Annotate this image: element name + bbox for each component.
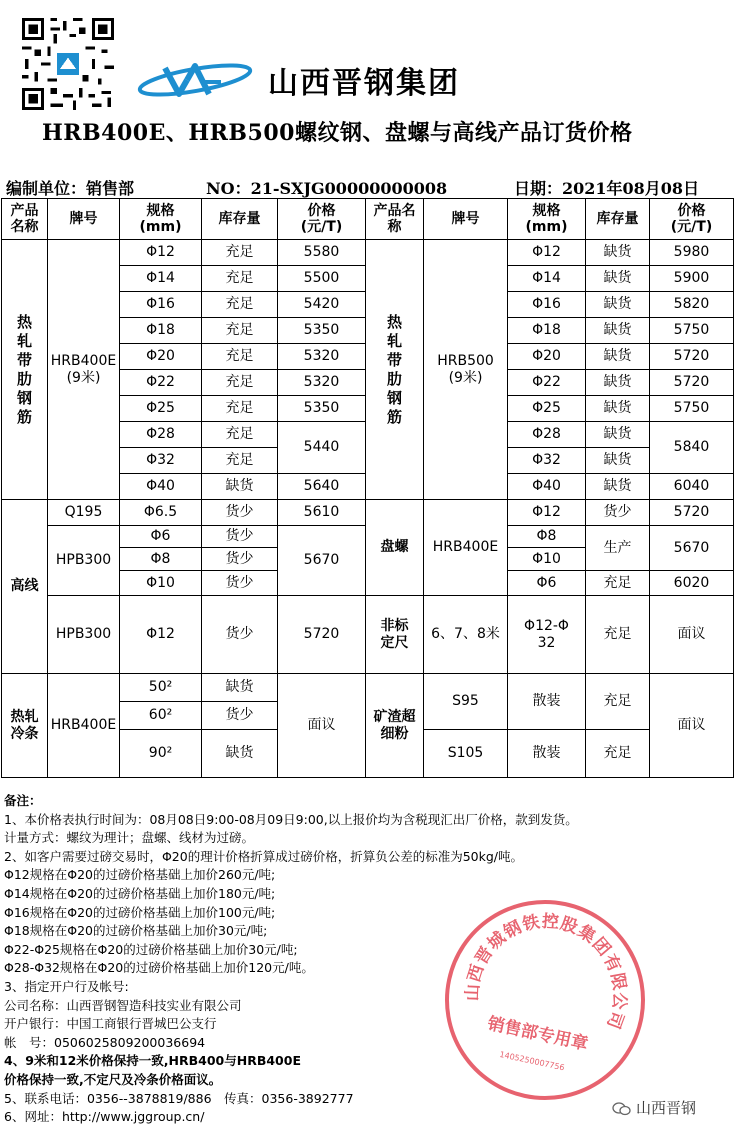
price-cell: 5670	[278, 526, 366, 596]
slag-label: 矿渣超 细粉	[366, 674, 424, 778]
company-name: 山西晋钢集团	[268, 66, 460, 101]
spec-cell: Φ6	[508, 571, 586, 596]
spec-cell: Φ28	[120, 422, 202, 448]
note-line: 帐 号：0506025809200036694	[4, 1034, 206, 1050]
stock-cell: 缺货	[586, 474, 650, 500]
spec-cell: Φ25	[120, 396, 202, 422]
stock-cell: 缺货	[586, 344, 650, 370]
header-price: 价格 (元/T)	[278, 199, 366, 240]
rebar-brand-left: HRB400E (9米)	[48, 240, 120, 500]
spec-cell: Φ10	[120, 571, 202, 596]
spec-cell: Φ20	[120, 344, 202, 370]
document-date: 日期：2021年08月08日	[514, 179, 700, 198]
stock-cell: 充足	[202, 370, 278, 396]
price-table	[1, 198, 734, 778]
stock-cell: 充足	[202, 266, 278, 292]
stock-cell: 缺货	[586, 292, 650, 318]
company-logo	[135, 60, 255, 100]
rebar-label: 热 轧 带 肋 钢 筋	[2, 240, 48, 500]
stock-cell: 缺货	[202, 474, 278, 500]
spec-cell: Φ18	[508, 318, 586, 344]
company-seal-stamp	[440, 895, 650, 1105]
spec-cell: Φ8	[508, 526, 586, 548]
note-line: Φ14规格在Φ20的过磅价格基础上加价180元/吨;	[4, 885, 276, 901]
header-brand-2: 牌号	[424, 199, 508, 240]
price-cell: 5720	[650, 500, 734, 526]
price-cell: 6020	[650, 571, 734, 596]
table-row	[2, 596, 734, 674]
stock-cell: 充足	[586, 674, 650, 730]
header-spec: 规格 (mm)	[120, 199, 202, 240]
price-cell: 5580	[278, 240, 366, 266]
header-product: 产品 名称	[2, 199, 48, 240]
note-line: 5、联系电话：0356--3878819/886 传真：0356-3892777	[4, 1090, 354, 1106]
table-row	[2, 500, 734, 526]
price-cell: 5420	[278, 292, 366, 318]
price-cell: 5670	[650, 526, 734, 571]
brand-cell: S95	[424, 674, 508, 730]
page-title: HRB400E、HRB500螺纹钢、盘螺与高线产品订货价格	[42, 120, 633, 146]
price-cell: 6040	[650, 474, 734, 500]
price-cell: 面议	[650, 674, 734, 778]
header-product-2: 产品名 称	[366, 199, 424, 240]
header-spec-2: 规格 (mm)	[508, 199, 586, 240]
stock-cell: 充足	[202, 396, 278, 422]
spec-cell: Φ28	[508, 422, 586, 448]
price-cell: 5820	[650, 292, 734, 318]
spec-cell: Φ10	[508, 548, 586, 571]
brand-cell: Q195	[48, 500, 120, 526]
note-line: 3、指定开户行及帐号:	[4, 978, 129, 994]
stock-cell: 货少	[202, 571, 278, 596]
price-cell: 5720	[650, 344, 734, 370]
table-row	[2, 674, 734, 702]
spec-cell: 散装	[508, 674, 586, 730]
stock-cell: 充足	[586, 571, 650, 596]
note-line: Φ16规格在Φ20的过磅价格基础上加价100元/吨;	[4, 904, 276, 920]
price-cell: 5900	[650, 266, 734, 292]
table-row	[2, 240, 734, 266]
wechat-watermark	[612, 1097, 696, 1118]
spec-cell: Φ32	[508, 448, 586, 474]
coldbar-label: 热轧 冷条	[2, 674, 48, 778]
note-line: Φ18规格在Φ20的过磅价格基础上加价30元/吨;	[4, 923, 268, 939]
spec-cell: Φ22	[120, 370, 202, 396]
spec-cell: Φ22	[508, 370, 586, 396]
stock-cell: 缺货	[586, 266, 650, 292]
stock-cell: 货少	[202, 596, 278, 674]
price-cell: 5640	[278, 474, 366, 500]
brand-cell: S105	[424, 730, 508, 778]
brand-cell: 6、7、8米	[424, 596, 508, 674]
price-cell: 5610	[278, 500, 366, 526]
stock-cell: 充足	[202, 240, 278, 266]
spec-cell: 60²	[120, 702, 202, 730]
spec-cell: Φ6.5	[120, 500, 202, 526]
spec-cell: Φ32	[120, 448, 202, 474]
nonstd-label: 非标 定尺	[366, 596, 424, 674]
spec-cell: 散装	[508, 730, 586, 778]
spec-cell: Φ16	[120, 292, 202, 318]
note-line: Φ28-Φ32规格在Φ20的过磅价格基础上加价120元/吨。	[4, 960, 314, 976]
spec-cell: Φ12	[120, 240, 202, 266]
stock-cell: 充足	[586, 596, 650, 674]
brand-cell: HPB300	[48, 526, 120, 596]
stock-cell: 缺货	[586, 422, 650, 448]
price-cell: 5840	[650, 422, 734, 474]
stock-cell: 货少	[202, 526, 278, 548]
rebar-label-2: 热 轧 带 肋 钢 筋	[366, 240, 424, 500]
coil-label: 盘螺	[366, 500, 424, 596]
note-line: 2、如客户需要过磅交易时，Φ20的理计价格折算成过磅价格，折算负公差的标准为50kg/吨。	[4, 848, 523, 864]
stock-cell: 货少	[202, 548, 278, 571]
stock-cell: 缺货	[586, 370, 650, 396]
price-cell: 5350	[278, 318, 366, 344]
stock-cell: 缺货	[202, 674, 278, 702]
coldbar-brand: HRB400E	[48, 674, 120, 778]
header-brand: 牌号	[48, 199, 120, 240]
price-cell: 5440	[278, 422, 366, 474]
note-line-bold: 4、9米和12米价格保持一致,HRB400与HRB400E	[4, 1053, 301, 1069]
wire-label: 高线	[2, 500, 48, 674]
price-cell: 5320	[278, 344, 366, 370]
spec-cell: 50²	[120, 674, 202, 702]
price-cell: 5750	[650, 396, 734, 422]
seal-dept: 销售部专用章	[485, 1013, 590, 1055]
coil-brand: HRB400E	[424, 500, 508, 596]
table-header-row	[2, 199, 734, 240]
note-line: 计量方式：螺纹为理计；盘螺、线材为过磅。	[4, 830, 255, 846]
price-cell: 5980	[650, 240, 734, 266]
watermark-text: 山西晋钢	[636, 1099, 697, 1117]
price-cell: 5350	[278, 396, 366, 422]
stock-cell: 充足	[202, 344, 278, 370]
note-line-bold: 价格保持一致,不定尺及冷条价格面议。	[4, 1071, 222, 1087]
svg-text:山西晋城钢铁控股集团有限公司	[460, 895, 646, 1035]
spec-cell: Φ25	[508, 396, 586, 422]
document-number: NO：21-SXJG00000000008	[206, 179, 448, 198]
seal-text: 山西晋城钢铁控股集团有限公司	[462, 911, 630, 1033]
note-line: 1、本价格表执行时间为：08月08日9:00-08月09日9:00,以上报价均为含税现汇出厂价格，款到发货。	[4, 811, 578, 827]
price-cell: 5720	[278, 596, 366, 674]
price-cell: 5720	[650, 370, 734, 396]
qr-code	[22, 18, 114, 110]
stock-cell: 充足	[202, 292, 278, 318]
spec-cell: Φ40	[508, 474, 586, 500]
stock-cell: 缺货	[586, 318, 650, 344]
price-cell: 5320	[278, 370, 366, 396]
spec-cell: Φ14	[120, 266, 202, 292]
note-line: 公司名称：山西晋钢智造科技实业有限公司	[4, 997, 242, 1013]
spec-cell: 90²	[120, 730, 202, 778]
wechat-icon	[612, 1102, 632, 1116]
stock-cell: 货少	[586, 500, 650, 526]
stock-cell: 充足	[202, 448, 278, 474]
stock-cell: 缺货	[586, 240, 650, 266]
rebar-brand-right: HRB500 (9米)	[424, 240, 508, 500]
note-line: Φ12规格在Φ20的过磅价格基础上加价260元/吨;	[4, 867, 276, 883]
notes-heading: 备注：	[4, 793, 42, 808]
price-cell: 5500	[278, 266, 366, 292]
spec-cell: Φ20	[508, 344, 586, 370]
compiling-unit: 编制单位：销售部	[6, 179, 135, 198]
seal-number: 1405250007756	[498, 1049, 566, 1073]
header-stock: 库存量	[202, 199, 278, 240]
spec-cell: Φ8	[120, 548, 202, 571]
note-line: Φ22-Φ25规格在Φ20的过磅价格基础上加价30元/吨;	[4, 941, 298, 957]
stock-cell: 充足	[202, 422, 278, 448]
spec-cell: Φ14	[508, 266, 586, 292]
stock-cell: 生产	[586, 526, 650, 571]
stock-cell: 货少	[202, 500, 278, 526]
stock-cell: 充足	[202, 318, 278, 344]
stock-cell: 缺货	[202, 730, 278, 778]
header-price-2: 价格 (元/T)	[650, 199, 734, 240]
note-line: 开户银行：中国工商银行晋城巴公支行	[4, 1016, 217, 1032]
spec-cell: Φ12	[120, 596, 202, 674]
spec-cell: Φ16	[508, 292, 586, 318]
spec-cell: Φ12	[508, 240, 586, 266]
spec-cell: Φ12-Φ 32	[508, 596, 586, 674]
spec-cell: Φ40	[120, 474, 202, 500]
stock-cell: 充足	[586, 730, 650, 778]
spec-cell: Φ18	[120, 318, 202, 344]
header-stock-2: 库存量	[586, 199, 650, 240]
spec-cell: Φ6	[120, 526, 202, 548]
stock-cell: 缺货	[586, 396, 650, 422]
price-cell: 5750	[650, 318, 734, 344]
note-line: 6、网址：http://www.jggroup.cn/	[4, 1109, 205, 1125]
stock-cell: 货少	[202, 702, 278, 730]
price-cell: 面议	[650, 596, 734, 674]
spec-cell: Φ12	[508, 500, 586, 526]
brand-cell: HPB300	[48, 596, 120, 674]
price-cell: 面议	[278, 674, 366, 778]
stock-cell: 缺货	[586, 448, 650, 474]
